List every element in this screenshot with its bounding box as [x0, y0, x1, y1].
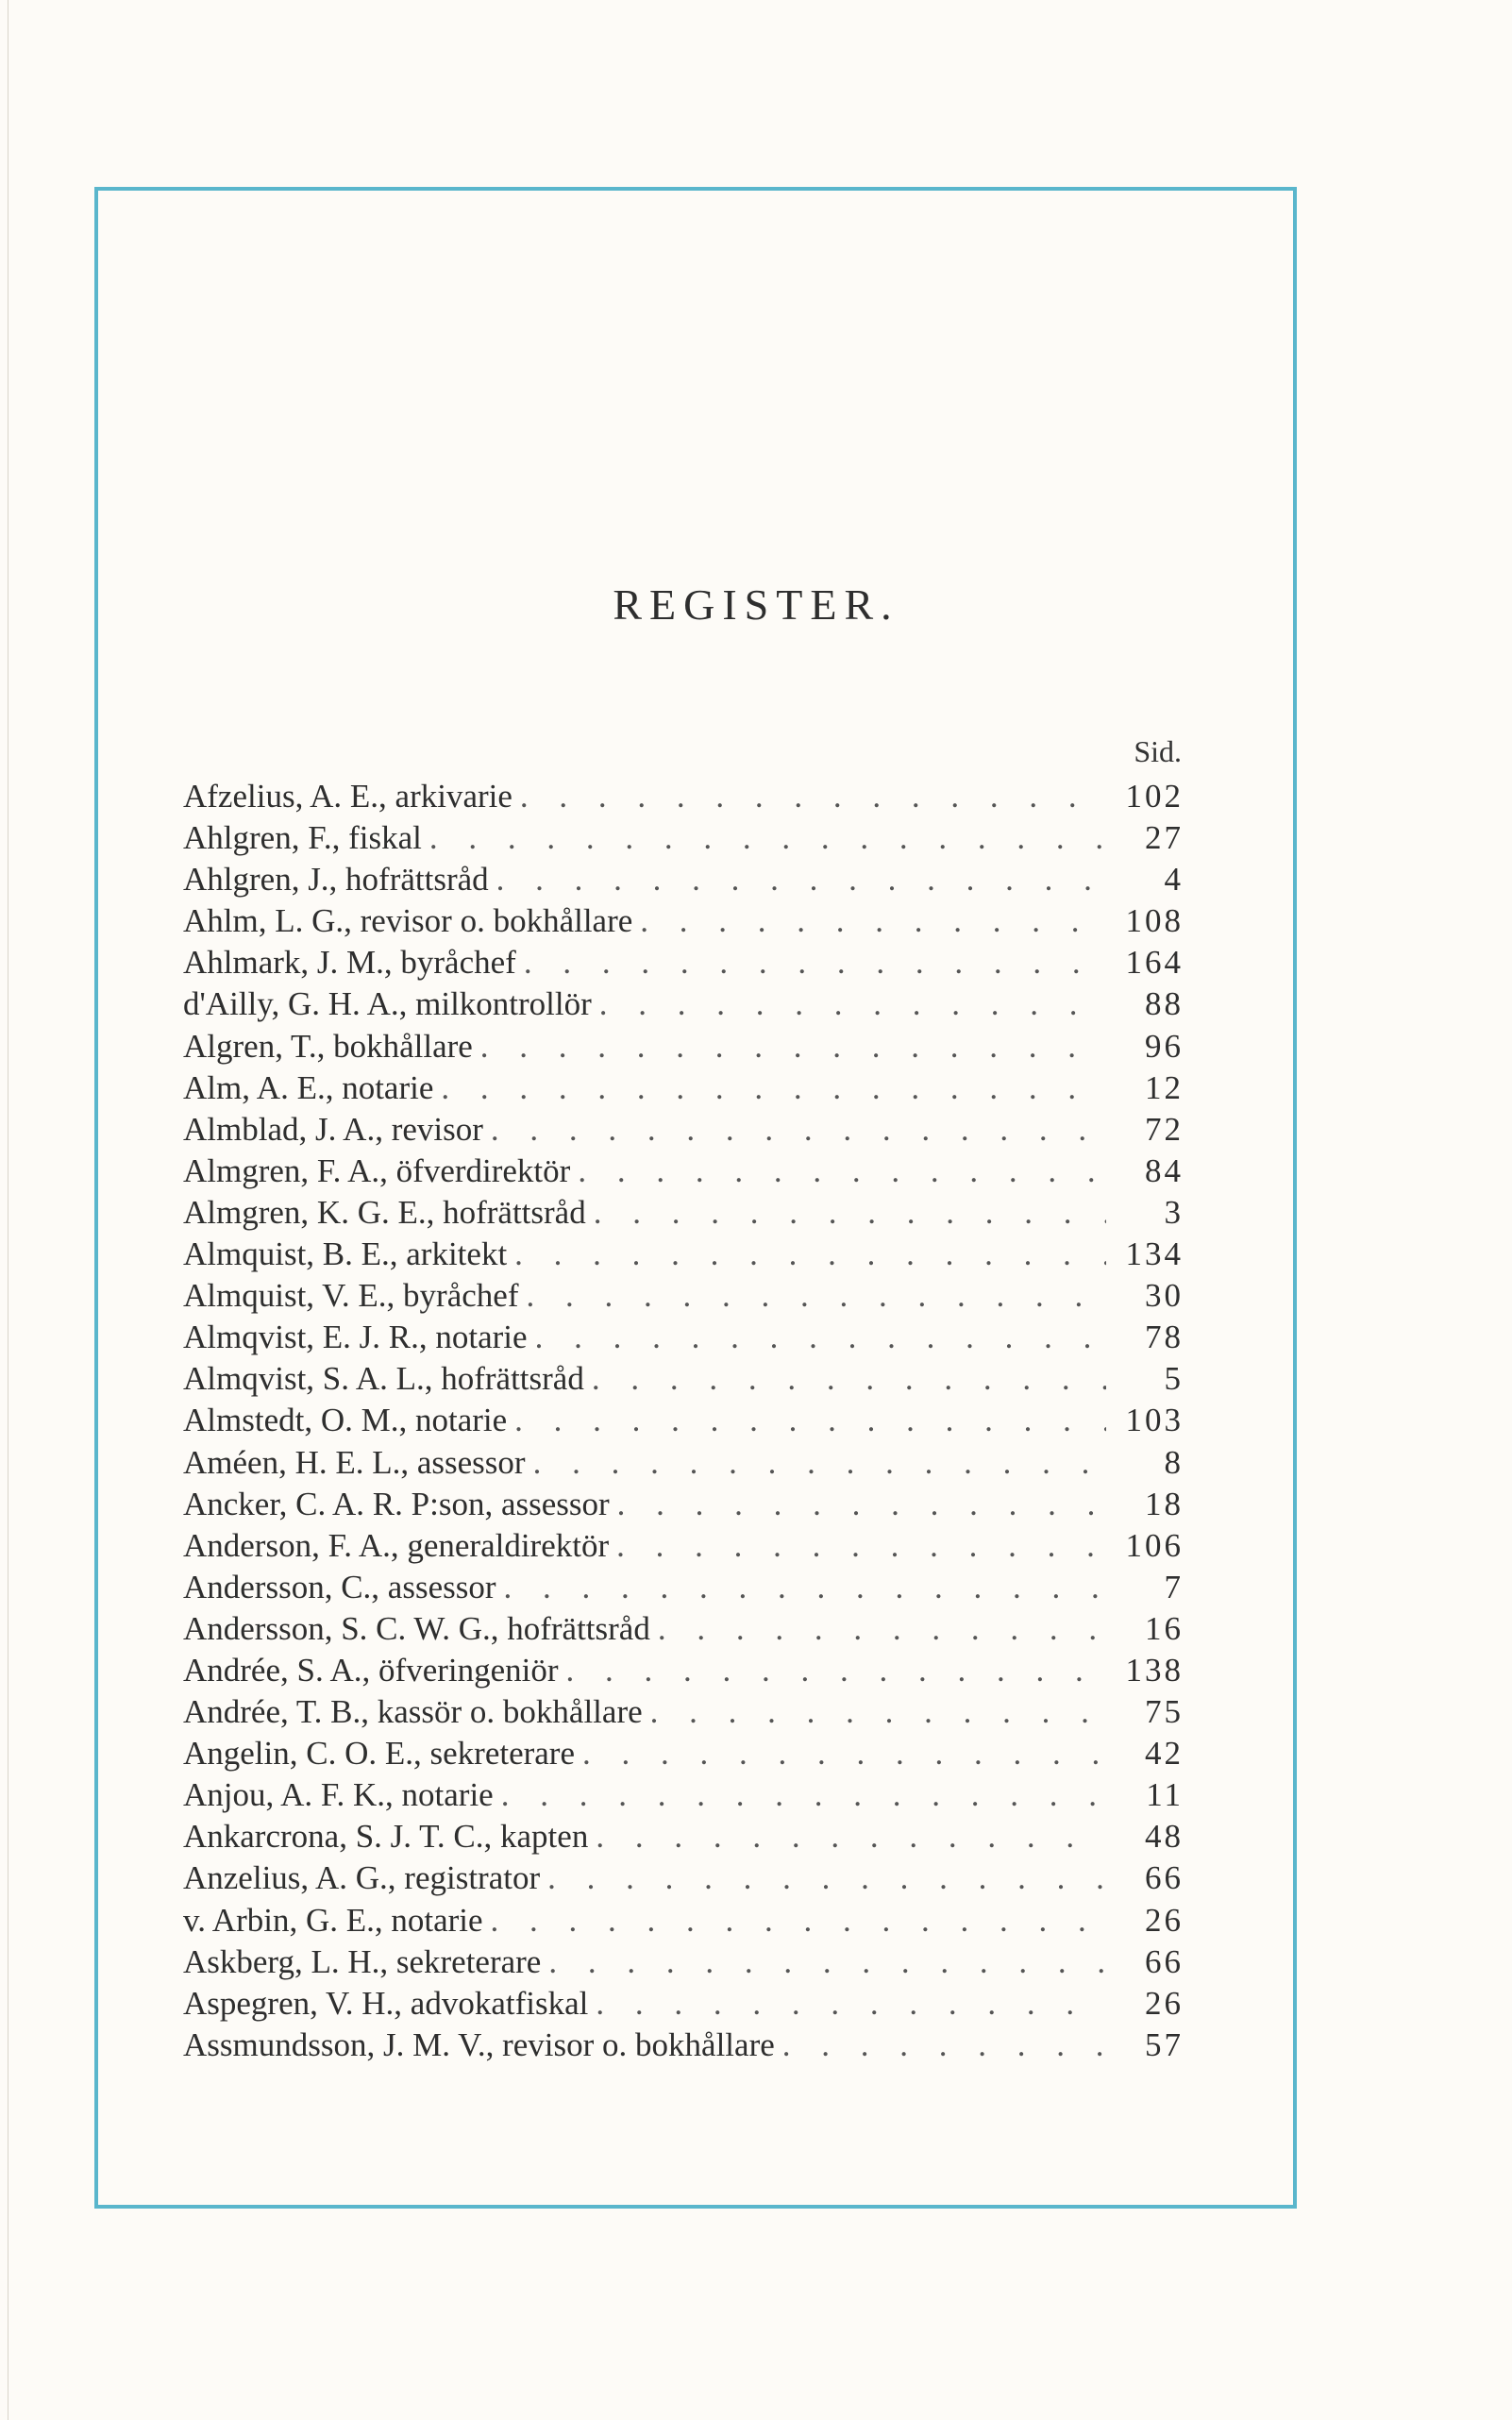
entry-name: Afzelius, A. E., arkivarie: [183, 778, 512, 815]
entry-name: Ancker, C. A. R. P:son, assessor: [183, 1485, 610, 1522]
dot-leader: [566, 1650, 1106, 1691]
entry-name: Almstedt, O. M., notarie: [183, 1402, 508, 1439]
dot-leader: [491, 1109, 1106, 1151]
register-entry: [183, 1192, 1184, 1234]
register-entry: [183, 1567, 1184, 1608]
entry-name: Ahlgren, J., hofrättsråd: [183, 861, 489, 899]
entry-name: Almqvist, S. A. L., hofrättsråd: [183, 1360, 584, 1398]
register-entry: [183, 942, 1184, 983]
entry-page-number: 108: [1125, 902, 1184, 940]
dot-leader: [548, 1941, 1106, 1983]
register-entry: [183, 1525, 1184, 1567]
entry-page-number: 57: [1145, 2025, 1184, 2063]
entry-name: Ankarcrona, S. J. T. C., kapten: [183, 1818, 589, 1856]
register-entry: [183, 1608, 1184, 1650]
register-entry: [183, 817, 1184, 859]
entry-page-number: 75: [1145, 1693, 1184, 1731]
entry-page-number: 78: [1145, 1319, 1184, 1356]
dot-leader: [650, 1691, 1106, 1733]
entry-page-number: 26: [1145, 1901, 1184, 1939]
dot-leader: [496, 859, 1106, 900]
dot-leader: [526, 1275, 1106, 1317]
register-entry: [183, 1400, 1184, 1441]
entry-page-number: 138: [1125, 1651, 1184, 1689]
entry-page-number: 96: [1145, 1027, 1184, 1065]
entry-page-number: 8: [1164, 1443, 1184, 1481]
register-entry: [183, 1151, 1184, 1192]
entry-name: v. Arbin, G. E., notarie: [183, 1901, 483, 1939]
entry-page-number: 102: [1125, 778, 1184, 815]
entry-name: d'Ailly, G. H. A., milkontrollör: [183, 985, 592, 1023]
dot-leader: [640, 900, 1106, 942]
dot-leader: [582, 1733, 1106, 1774]
entry-name: Anjou, A. F. K., notarie: [183, 1776, 494, 1814]
entry-name: Ahlgren, F., fiskal: [183, 819, 422, 857]
entry-page-number: 106: [1125, 1526, 1184, 1564]
entry-name: Almquist, B. E., arkitekt: [183, 1235, 508, 1273]
entry-name: Almgren, F. A., öfverdirektör: [183, 1151, 571, 1189]
entry-name: Almblad, J. A., revisor: [183, 1110, 483, 1148]
entry-name: Almqvist, E. J. R., notarie: [183, 1319, 528, 1356]
entry-name: Assmundsson, J. M. V., revisor o. bokhållare: [183, 2025, 775, 2063]
entry-name: Aspegren, V. H., advokatfiskal: [183, 1984, 589, 2022]
entry-page-number: 66: [1145, 1942, 1184, 1980]
register-entry: [183, 1317, 1184, 1358]
entry-name: Andersson, S. C. W. G., hofrättsråd: [183, 1609, 650, 1647]
entry-name: Alm, A. E., notarie: [183, 1068, 434, 1106]
register-list: [183, 776, 1184, 2066]
dot-leader: [514, 1400, 1106, 1441]
entry-name: Angelin, C. O. E., sekreterare: [183, 1735, 575, 1773]
register-entry: [183, 1774, 1184, 1816]
register-entry: [183, 1816, 1184, 1857]
dot-leader: [501, 1774, 1106, 1816]
dot-leader: [504, 1567, 1106, 1608]
dot-leader: [524, 942, 1106, 983]
dot-leader: [429, 817, 1106, 859]
dot-leader: [616, 1525, 1106, 1567]
register-entry: [183, 1484, 1184, 1525]
register-entry: [183, 776, 1184, 817]
dot-leader: [533, 1442, 1106, 1484]
entry-name: Algren, T., bokhållare: [183, 1027, 473, 1065]
entry-name: Andersson, C., assessor: [183, 1568, 496, 1605]
entry-name: Andrée, T. B., kassör o. bokhållare: [183, 1693, 643, 1731]
dot-leader: [480, 1026, 1106, 1067]
entry-page-number: 7: [1164, 1568, 1184, 1605]
entry-name: Anzelius, A. G., registrator: [183, 1859, 541, 1897]
dot-leader: [535, 1317, 1106, 1358]
register-entry: [183, 1358, 1184, 1400]
dot-leader: [594, 1192, 1106, 1234]
dot-leader: [596, 1983, 1106, 2025]
register-entry: [183, 2025, 1184, 2066]
entry-page-number: 26: [1145, 1984, 1184, 2022]
register-entry: [183, 1900, 1184, 1941]
dot-leader: [520, 776, 1106, 817]
dot-leader: [491, 1900, 1106, 1941]
register-entry: [183, 900, 1184, 942]
entry-page-number: 72: [1145, 1110, 1184, 1148]
dot-leader: [547, 1857, 1106, 1899]
entry-page-number: 103: [1125, 1402, 1184, 1439]
register-entry: [183, 859, 1184, 900]
dot-leader: [658, 1608, 1106, 1650]
entry-page-number: 84: [1145, 1151, 1184, 1189]
register-entry: [183, 1650, 1184, 1691]
register-entry: [183, 1941, 1184, 1983]
entry-name: Ahlm, L. G., revisor o. bokhållare: [183, 902, 633, 940]
entry-name: Améen, H. E. L., assessor: [183, 1443, 526, 1481]
dot-leader: [596, 1816, 1106, 1857]
register-entry: [183, 1857, 1184, 1899]
dot-leader: [599, 983, 1106, 1025]
register-entry: [183, 1733, 1184, 1774]
register-entry: [183, 1983, 1184, 2025]
register-entry: [183, 1067, 1184, 1109]
register-entry: [183, 1691, 1184, 1733]
entry-name: Almgren, K. G. E., hofrättsråd: [183, 1193, 586, 1231]
entry-page-number: 16: [1145, 1609, 1184, 1647]
entry-page-number: 88: [1145, 985, 1184, 1023]
entry-name: Ahlmark, J. M., byråchef: [183, 944, 516, 982]
dot-leader: [782, 2025, 1106, 2066]
register-entry: [183, 1026, 1184, 1067]
page-title: REGISTER.: [613, 580, 899, 629]
entry-page-number: 164: [1125, 944, 1184, 982]
dot-leader: [592, 1358, 1106, 1400]
entry-page-number: 30: [1145, 1277, 1184, 1315]
register-entry: [183, 1109, 1184, 1151]
entry-page-number: 134: [1125, 1235, 1184, 1273]
dot-leader: [578, 1151, 1106, 1192]
entry-page-number: 42: [1145, 1735, 1184, 1773]
entry-page-number: 12: [1145, 1068, 1184, 1106]
register-entry: [183, 1234, 1184, 1275]
entry-page-number: 48: [1145, 1818, 1184, 1856]
register-entry: [183, 1275, 1184, 1317]
dot-leader: [617, 1484, 1106, 1525]
page-column-header: Sid.: [1134, 734, 1182, 768]
dot-leader: [441, 1067, 1106, 1109]
entry-name: Anderson, F. A., generaldirektör: [183, 1526, 610, 1564]
entry-name: Askberg, L. H., sekreterare: [183, 1942, 542, 1980]
entry-page-number: 18: [1145, 1485, 1184, 1522]
entry-page-number: 66: [1145, 1859, 1184, 1897]
entry-page-number: 27: [1145, 819, 1184, 857]
entry-page-number: 3: [1164, 1193, 1184, 1231]
entry-name: Andrée, S. A., öfveringeniör: [183, 1651, 559, 1689]
entry-page-number: 4: [1164, 861, 1184, 899]
entry-name: Almquist, V. E., byråchef: [183, 1277, 519, 1315]
register-entry: [183, 983, 1184, 1025]
entry-page-number: 11: [1146, 1776, 1184, 1814]
entry-page-number: 5: [1164, 1360, 1184, 1398]
dot-leader: [514, 1234, 1106, 1275]
register-entry: [183, 1442, 1184, 1484]
